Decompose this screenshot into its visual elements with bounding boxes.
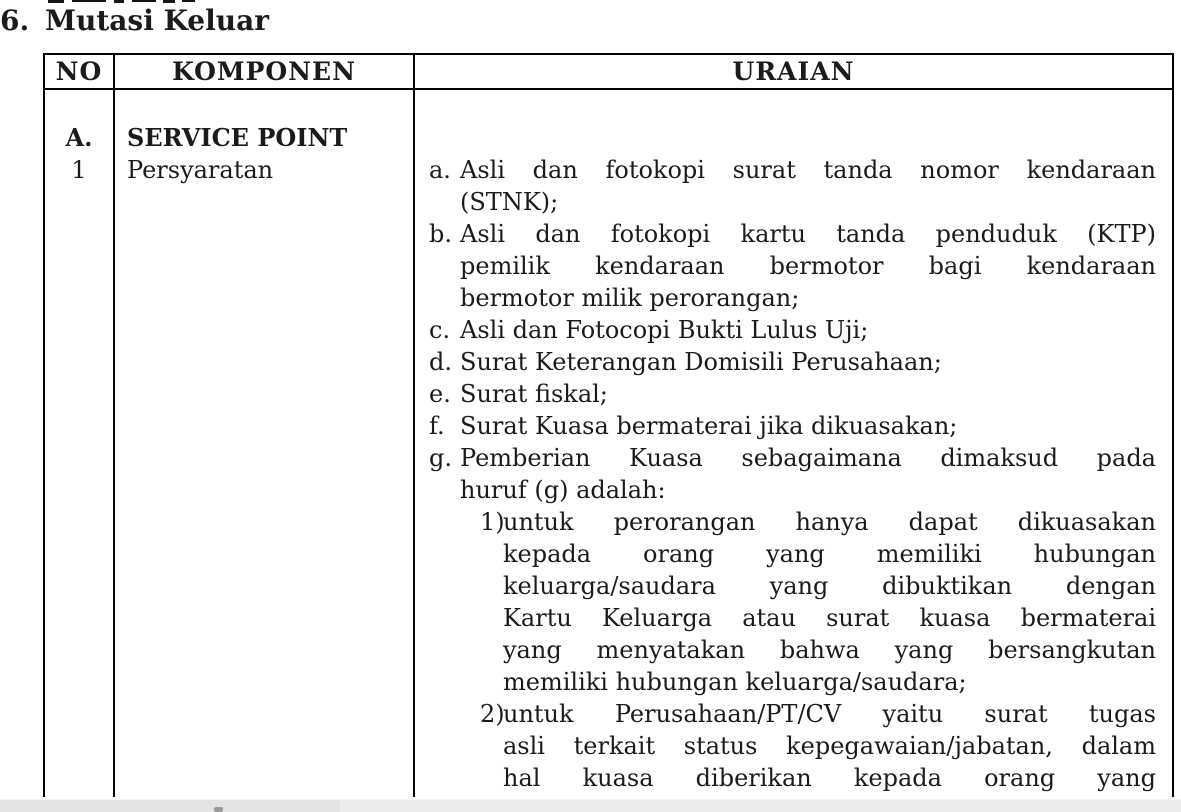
uraian-line: hal kuasa diberikan kepada orang yang [503, 764, 1156, 792]
section-heading [0, 5, 269, 36]
header-uraian: URAIAN [732, 57, 855, 86]
uraian-subitem-1 [480, 506, 1156, 698]
uraian-line: kepada orang yang memiliki hubungan [503, 540, 1156, 568]
table-header-row [45, 55, 1172, 90]
page-bottom-gap-shade [0, 800, 340, 812]
uraian-line: untuk perorangan hanya dapat dikuasakan [503, 508, 1156, 536]
uraian-line: untuk Perusahaan/PT/CV yaitu surat tugas [503, 700, 1156, 728]
header-komponen: KOMPONEN [115, 55, 415, 88]
uraian-item-f [429, 410, 1156, 442]
uraian-line: huruf (g) adalah: [460, 476, 666, 504]
uraian-item-d [429, 346, 1156, 378]
uraian-line: Asli dan fotokopi surat tanda nomor kendaraan [460, 156, 1156, 184]
row-number: 1 [71, 156, 87, 184]
uraian-item-a [429, 154, 1156, 218]
list-marker: c. [429, 316, 451, 344]
section-number: 6. [0, 4, 30, 37]
uraian-line: Surat Kuasa bermaterai jika dikuasakan; [460, 412, 958, 440]
no-cell [45, 90, 115, 797]
list-marker: e. [429, 380, 451, 408]
group-number: A. [65, 123, 93, 152]
list-marker: b. [429, 220, 452, 248]
uraian-line: Surat fiskal; [460, 380, 608, 408]
uraian-line: bermotor milik perorangan; [460, 284, 800, 312]
header-no: NO [45, 55, 115, 88]
komponen-cell [115, 90, 415, 797]
list-marker: d. [429, 348, 452, 376]
uraian-item-c [429, 314, 1156, 346]
uraian-item-b [429, 218, 1156, 314]
service-standard-table [43, 53, 1174, 797]
list-marker: f. [429, 412, 445, 440]
list-marker: g. [429, 444, 452, 472]
section-title: Mutasi Keluar [45, 4, 269, 37]
uraian-line: keluarga/saudara yang dibuktikan dengan [503, 572, 1156, 600]
uraian-line: pemilik kendaraan bermotor bagi kendaraan [460, 252, 1156, 280]
uraian-line: memiliki hubungan keluarga/saudara; [503, 668, 967, 696]
table-body-row [45, 90, 1172, 797]
uraian-line: Asli dan fotokopi kartu tanda penduduk (KTP) [460, 220, 1156, 248]
uraian-line: Surat Keterangan Domisili Perusahaan; [460, 348, 942, 376]
group-name: SERVICE POINT [127, 123, 348, 152]
uraian-line: Kartu Keluarga atau surat kuasa bermaterai [503, 604, 1156, 632]
uraian-line: (STNK); [460, 188, 559, 216]
uraian-cell [415, 90, 1172, 797]
component-name: Persyaratan [127, 156, 274, 184]
page-gap-mark [214, 807, 223, 812]
sublist-marker: 1) [480, 508, 505, 536]
sublist-marker: 2) [480, 700, 505, 728]
uraian-line: asli terkait status kepegawaian/jabatan, dalam [503, 732, 1156, 760]
uraian-subitem-2 [480, 698, 1156, 794]
uraian-item-g [429, 442, 1156, 794]
uraian-line: yang menyatakan bahwa yang bersangkutan [503, 636, 1156, 664]
uraian-item-e [429, 378, 1156, 410]
uraian-line: Pemberian Kuasa sebagaimana dimaksud pada [460, 444, 1156, 472]
list-marker: a. [429, 156, 451, 184]
uraian-line: Asli dan Fotocopi Bukti Lulus Uji; [460, 316, 869, 344]
